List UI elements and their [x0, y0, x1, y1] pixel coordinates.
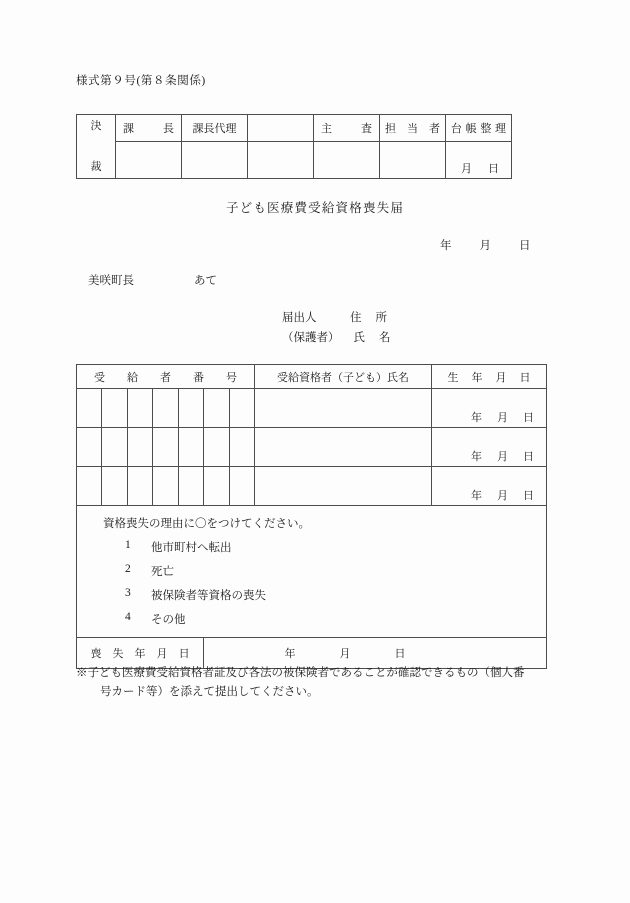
footnote-line-1: ※子ども医療費受給資格者証及び各法の被保険者であることが確認できるもの（個人番: [76, 667, 525, 679]
approval-stamp-table: [76, 114, 512, 179]
approval-col-section-chief-char-1: 長: [163, 123, 174, 135]
recipient-number-digit[interactable]: [178, 389, 203, 428]
approval-field-deputy-chief[interactable]: [182, 142, 248, 179]
reason-section: [77, 506, 547, 638]
birth-month-label: 月: [497, 489, 508, 502]
recipient-number-digit[interactable]: [127, 389, 152, 428]
recipient-number-digit[interactable]: [77, 428, 102, 467]
approval-col-person-in-charge-char-2: 者: [429, 123, 440, 135]
header-recipient-number-char-1: 給: [127, 371, 138, 384]
ledger-month-label: 月: [461, 163, 472, 175]
birth-day-label: 日: [523, 411, 534, 424]
loss-date-day-label: 日: [394, 648, 406, 660]
recipient-number-digit[interactable]: [127, 467, 152, 506]
submitter-name-label-b: 名: [379, 332, 391, 345]
kessai-char-bottom: 裁: [90, 161, 102, 174]
recipient-number-digit[interactable]: [204, 428, 229, 467]
table-row: [77, 389, 547, 428]
recipient-number-digit[interactable]: [178, 467, 203, 506]
header-birth-date-char-0: 生: [447, 371, 459, 384]
recipient-number-digit[interactable]: [204, 389, 229, 428]
approval-col-ledger-entry-char-2: 整: [480, 123, 492, 135]
approval-col-deputy-chief: 課長代理: [182, 115, 248, 142]
header-birth-date: [432, 365, 547, 389]
approval-col-inspector: [314, 115, 380, 142]
reason-option-4-label: その他: [151, 614, 186, 626]
approval-col-section-chief-char-0: 課: [123, 123, 134, 135]
child-birth-date-field[interactable]: [432, 389, 547, 428]
approval-col-ledger-entry-char-3: 理: [494, 123, 506, 135]
submission-date-day-label: 日: [519, 240, 531, 252]
approval-field-blank[interactable]: [248, 142, 314, 179]
approval-col-inspector-char-0: 主: [321, 123, 332, 135]
submitter-block: [282, 308, 391, 348]
approval-col-person-in-charge: [380, 115, 446, 142]
recipient-number-digit[interactable]: [77, 389, 102, 428]
approval-col-person-in-charge-char-1: 当: [407, 123, 418, 135]
approval-field-person-in-charge[interactable]: [380, 142, 446, 179]
submitter-address-label-a: 住: [350, 312, 362, 324]
approval-field-section-chief[interactable]: [116, 142, 182, 179]
recipient-number-digit[interactable]: [127, 428, 152, 467]
approval-col-blank: [248, 115, 314, 142]
birth-month-label: 月: [497, 411, 508, 424]
reason-section-row: [77, 506, 547, 638]
reason-option-1-number: 1: [125, 539, 131, 551]
loss-date-month-label: 月: [339, 648, 351, 660]
footnote: [76, 664, 554, 702]
header-recipient-number-char-2: 者: [160, 371, 171, 384]
birth-year-label: 年: [471, 489, 482, 502]
main-table-header-row: [77, 365, 547, 389]
recipient-number-digit[interactable]: [102, 389, 127, 428]
child-birth-date-field[interactable]: [432, 467, 547, 506]
child-name-field[interactable]: [255, 428, 432, 467]
submitter-label: 届出人: [282, 312, 317, 324]
birth-day-label: 日: [523, 450, 534, 463]
approval-col-section-chief: [116, 115, 182, 142]
header-recipient-number-char-3: 番: [193, 371, 204, 384]
recipient-number-digit[interactable]: [77, 467, 102, 506]
approval-col-ledger-entry-char-1: 帳: [465, 123, 477, 135]
approval-col-person-in-charge-char-0: 担: [385, 123, 396, 135]
approval-field-ledger-entry[interactable]: [446, 142, 512, 179]
recipient-number-digit[interactable]: [102, 428, 127, 467]
table-row: [77, 428, 547, 467]
reason-option-3[interactable]: [77, 587, 546, 603]
recipient-details-table: [76, 364, 547, 669]
ledger-day-label: 日: [488, 163, 499, 175]
footnote-line-2: 号カード等）を添えて提出してください。: [100, 685, 319, 698]
approval-col-ledger-entry: [446, 115, 512, 142]
header-recipient-number: [77, 365, 255, 389]
reason-option-1-label: 他市町村へ転出: [151, 542, 232, 554]
reason-option-4[interactable]: [77, 611, 546, 627]
approval-col-inspector-char-1: 査: [361, 123, 372, 135]
form-number: 様式第９号(第８条関係): [76, 75, 206, 87]
recipient-number-digit[interactable]: [229, 428, 254, 467]
recipient-number-digit[interactable]: [178, 428, 203, 467]
guardian-label: （保護者）: [282, 332, 340, 345]
submitter-name-label-a: 氏: [353, 332, 365, 345]
loss-date-label-char-3: 月: [156, 648, 168, 660]
recipient-number-digit[interactable]: [153, 428, 178, 467]
recipient-number-digit[interactable]: [102, 467, 127, 506]
birth-month-label: 月: [497, 450, 508, 463]
addressee-name: 美咲町長: [88, 275, 134, 287]
approval-kessai-cell: [77, 115, 116, 179]
submission-date-month-label: 月: [479, 240, 491, 252]
submission-date-line[interactable]: [440, 237, 531, 253]
header-birth-date-char-2: 月: [495, 371, 507, 384]
addressee-line: [88, 272, 217, 288]
loss-date-label-char-1: 失: [112, 648, 124, 660]
submission-date-year-label: 年: [440, 240, 452, 252]
addressee-suffix: あて: [194, 275, 217, 287]
recipient-number-digit[interactable]: [229, 467, 254, 506]
reason-option-4-number: 4: [125, 611, 131, 623]
child-birth-date-field[interactable]: [432, 428, 547, 467]
reason-option-2-number: 2: [125, 563, 131, 575]
table-row: [77, 467, 547, 506]
loss-date-label-char-4: 日: [178, 648, 190, 660]
loss-date-label-char-0: 喪: [90, 648, 102, 660]
submitter-address-row[interactable]: [282, 308, 391, 328]
reason-prompt: 資格喪失の理由に〇をつけてください。: [103, 518, 310, 530]
header-child-name: 受給資格者（子ども）氏名: [255, 365, 432, 389]
recipient-number-digit[interactable]: [204, 467, 229, 506]
loss-date-year-label: 年: [284, 648, 296, 660]
recipient-number-digit[interactable]: [153, 467, 178, 506]
document-title: 子ども医療費受給資格喪失届: [225, 201, 405, 215]
header-birth-date-char-3: 日: [519, 371, 531, 384]
header-recipient-number-char-4: 号: [226, 371, 237, 384]
recipient-number-digit[interactable]: [229, 389, 254, 428]
birth-year-label: 年: [471, 450, 482, 463]
submitter-address-label-b: 所: [375, 312, 387, 324]
child-name-field[interactable]: [255, 389, 432, 428]
birth-day-label: 日: [523, 489, 534, 502]
recipient-number-digit[interactable]: [153, 389, 178, 428]
approval-header-row: [77, 115, 512, 142]
loss-date-label-char-2: 年: [134, 648, 146, 660]
header-birth-date-char-1: 年: [471, 371, 483, 384]
reason-option-2[interactable]: [77, 563, 546, 579]
birth-year-label: 年: [471, 411, 482, 424]
reason-option-3-label: 被保険者等資格の喪失: [151, 590, 266, 602]
submitter-name-row[interactable]: [282, 328, 391, 348]
approval-col-ledger-entry-char-0: 台: [451, 123, 462, 135]
reason-option-3-number: 3: [125, 587, 131, 599]
reason-option-2-label: 死亡: [151, 566, 174, 578]
reason-option-1[interactable]: [77, 539, 546, 555]
kessai-char-top: 決: [90, 119, 102, 132]
header-recipient-number-char-0: 受: [94, 371, 105, 384]
approval-body-row: [77, 142, 512, 179]
child-name-field[interactable]: [255, 467, 432, 506]
approval-field-inspector[interactable]: [314, 142, 380, 179]
